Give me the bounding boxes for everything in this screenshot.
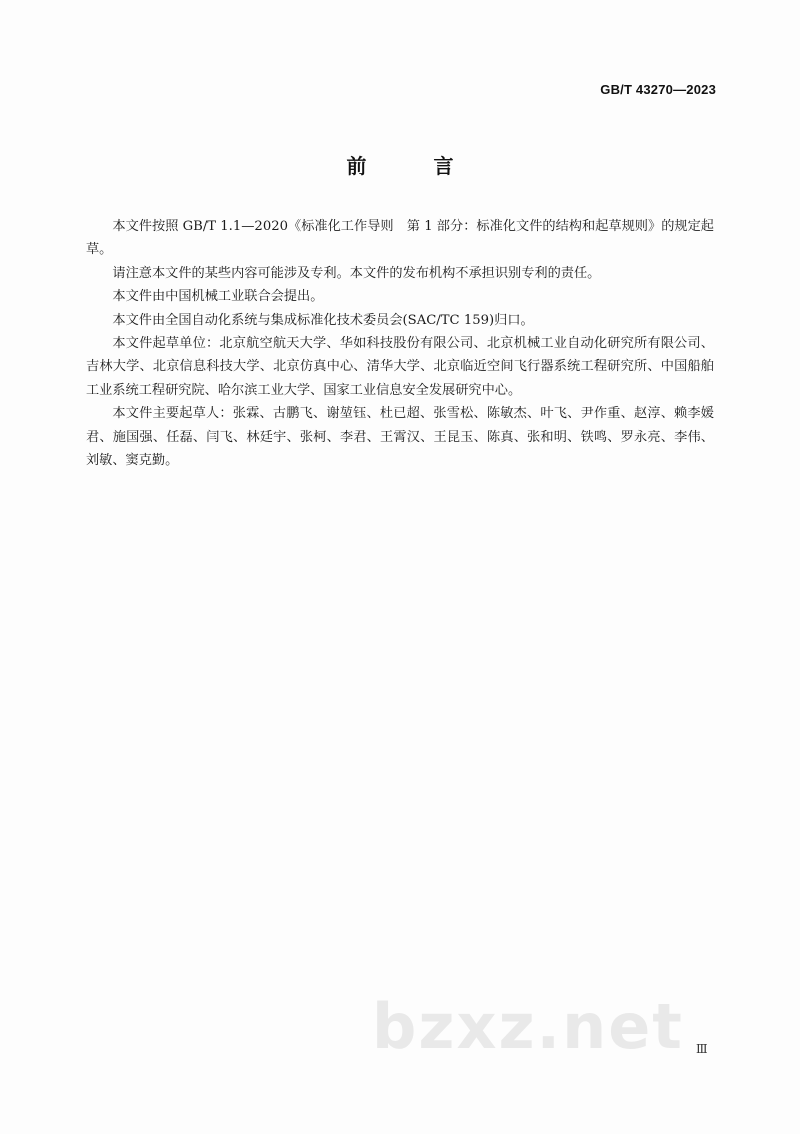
foreword-body	[86, 215, 714, 472]
page-number: Ⅲ	[696, 1042, 708, 1056]
watermark: bzxz.net	[372, 990, 684, 1063]
paragraph-patent-notice: 请注意本文件的某些内容可能涉及专利。本文件的发布机构不承担识别专利的责任。	[112, 265, 601, 281]
page-title: 前 言	[346, 154, 484, 178]
paragraph-drafting-rules: 本文件按照 GB/T 1.1—2020《标准化工作导则 第 1 部分：标准化文件的结构和起草规则》的规定起草。	[86, 219, 714, 258]
paragraph-drafting-organizations: 本文件起草单位：北京航空航天大学、华如科技股份有限公司、北京机械工业自动化研究所有限公司、吉林大学、北京信息科技大学、北京仿真中心、清华大学、北京临近空间飞行器系统工程研究所、中国船舶工业系统工程研究院、哈尔滨工业大学、国家工业信息安全发展研究中心。	[86, 336, 714, 398]
paragraph-under-jurisdiction: 本文件由全国自动化系统与集成标准化技术委员会(SAC/TC 159)归口。	[112, 312, 534, 328]
paragraph-main-drafters: 本文件主要起草人：张霖、古鹏飞、谢堃钰、杜已超、张雪松、陈敏杰、叶飞、尹作重、赵淳、赖李媛君、施国强、任磊、闫飞、林廷宇、张柯、李君、王霄汉、王昆玉、陈真、张和明、铁鸣、罗永亮、李伟、刘敏、窦克勤。	[86, 406, 714, 469]
standard-number: GB/T 43270—2023	[600, 82, 716, 97]
paragraph-proposed-by: 本文件由中国机械工业联合会提出。	[112, 289, 324, 305]
